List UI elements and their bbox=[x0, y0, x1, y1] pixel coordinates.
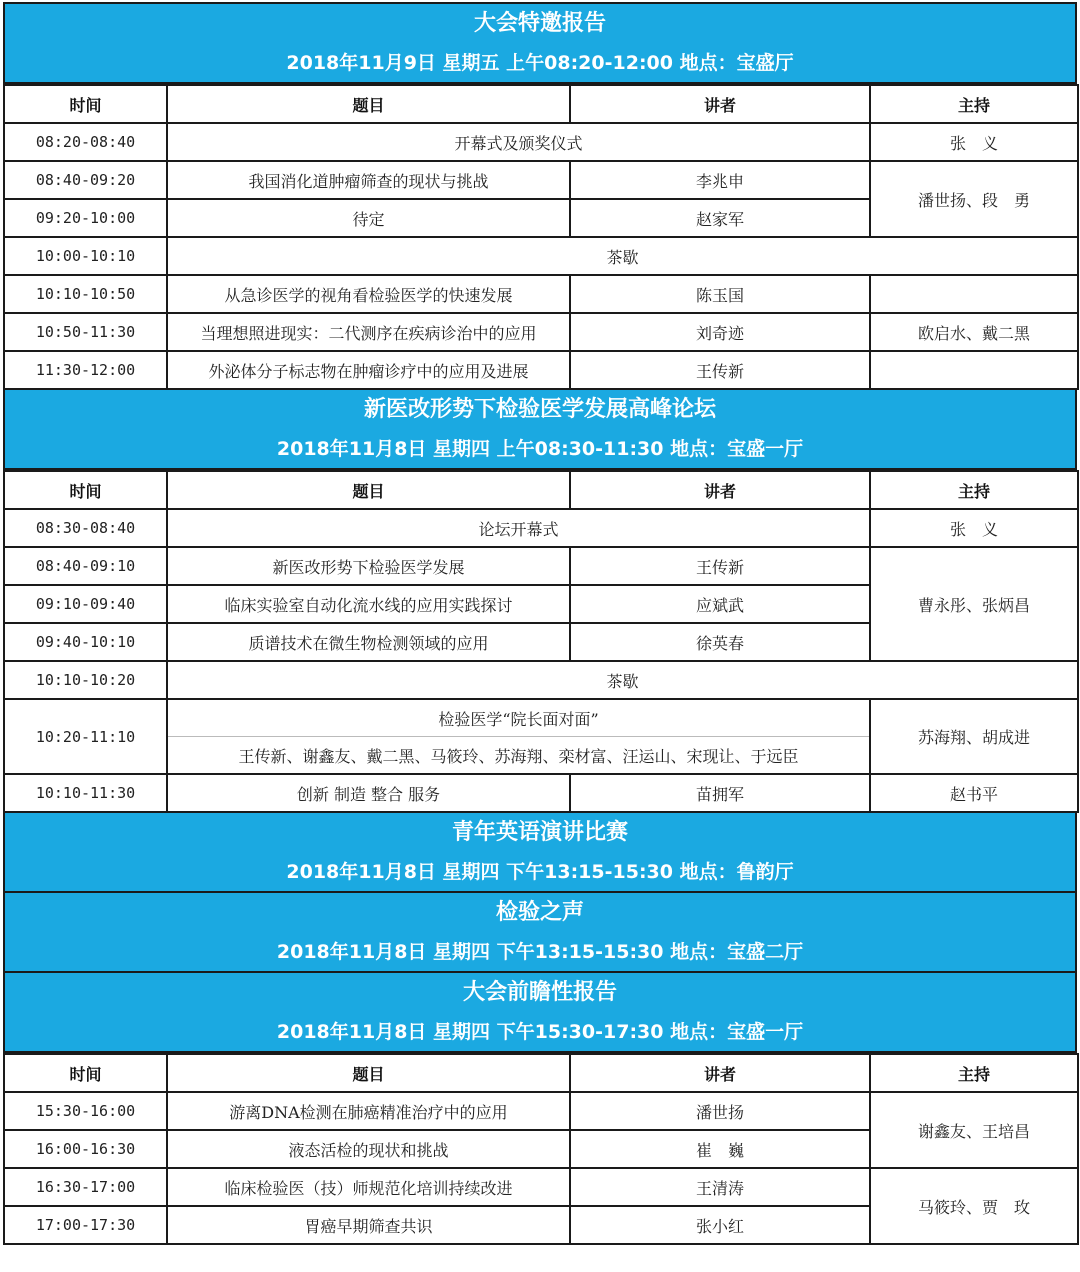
header-topic: 题目 bbox=[167, 85, 570, 123]
schedule-table bbox=[3, 470, 1079, 813]
time-cell: 16:00-16:30 bbox=[4, 1130, 167, 1168]
topic-cell: 游离DNA检测在肺癌精准治疗中的应用 bbox=[167, 1092, 570, 1130]
host-cell: 马筱玲、贾 玫 bbox=[870, 1168, 1078, 1244]
speaker-cell: 陈玉国 bbox=[570, 275, 870, 313]
schedule-table bbox=[3, 84, 1079, 390]
schedule-table bbox=[3, 1053, 1079, 1245]
speaker-cell: 应斌武 bbox=[570, 585, 870, 623]
time-cell: 11:30-12:00 bbox=[4, 351, 167, 389]
topic-cell: 临床实验室自动化流水线的应用实践探讨 bbox=[167, 585, 570, 623]
time-cell: 10:00-10:10 bbox=[4, 237, 167, 275]
topic-cell: 创新 制造 整合 服务 bbox=[167, 774, 570, 812]
table-row bbox=[4, 1092, 1078, 1130]
speaker-cell: 王清涛 bbox=[570, 1168, 870, 1206]
section-title: 检验之声 bbox=[495, 900, 584, 925]
section-banner bbox=[3, 973, 1077, 1053]
section-info: 2018年11月8日 星期四 下午15:30-17:30 地点：宝盛一厅 bbox=[276, 1021, 804, 1043]
table-header-row bbox=[4, 1054, 1078, 1092]
time-cell: 08:40-09:10 bbox=[4, 547, 167, 585]
host-cell: 张 义 bbox=[870, 509, 1078, 547]
speaker-cell: 刘奇迹 bbox=[570, 313, 870, 351]
speaker-cell: 崔 巍 bbox=[570, 1130, 870, 1168]
section-title: 青年英语演讲比赛 bbox=[451, 820, 628, 845]
speaker-cell: 潘世扬 bbox=[570, 1092, 870, 1130]
topic-cell: 外泌体分子标志物在肿瘤诊疗中的应用及进展 bbox=[167, 351, 570, 389]
time-cell: 10:10-10:20 bbox=[4, 661, 167, 699]
table-row bbox=[4, 774, 1078, 812]
header-speaker: 讲者 bbox=[570, 1054, 870, 1092]
host-cell: 苏海翔、胡成进 bbox=[870, 699, 1078, 774]
section-title: 新医改形势下检验医学发展高峰论坛 bbox=[363, 397, 716, 422]
time-cell: 08:30-08:40 bbox=[4, 509, 167, 547]
topic-cell: 开幕式及颁奖仪式 bbox=[167, 123, 870, 161]
table-row bbox=[4, 509, 1078, 547]
time-cell: 09:20-10:00 bbox=[4, 199, 167, 237]
host-cell bbox=[870, 351, 1078, 389]
table-row bbox=[4, 661, 1078, 699]
time-cell: 10:10-11:30 bbox=[4, 774, 167, 812]
header-host: 主持 bbox=[870, 85, 1078, 123]
speaker-cell: 苗拥军 bbox=[570, 774, 870, 812]
header-topic: 题目 bbox=[167, 1054, 570, 1092]
section-banner bbox=[3, 813, 1077, 893]
topic-cell: 胃癌早期筛查共识 bbox=[167, 1206, 570, 1244]
header-time: 时间 bbox=[4, 1054, 167, 1092]
host-cell: 赵书平 bbox=[870, 774, 1078, 812]
speaker-cell: 赵家军 bbox=[570, 199, 870, 237]
panel-cell: 王传新、谢鑫友、戴二黑、马筱玲、苏海翔、栾材富、汪运山、宋现让、于远臣 bbox=[167, 737, 870, 775]
table-row bbox=[4, 1168, 1078, 1206]
table-row bbox=[4, 275, 1078, 313]
host-cell: 谢鑫友、王培昌 bbox=[870, 1092, 1078, 1168]
speaker-cell: 王传新 bbox=[570, 351, 870, 389]
time-cell: 08:40-09:20 bbox=[4, 161, 167, 199]
time-cell: 10:50-11:30 bbox=[4, 313, 167, 351]
section-info: 2018年11月8日 星期四 下午13:15-15:30 地点：宝盛二厅 bbox=[276, 941, 804, 963]
time-cell: 17:00-17:30 bbox=[4, 1206, 167, 1244]
host-cell: 潘世扬、段 勇 bbox=[870, 161, 1078, 237]
time-cell: 10:20-11:10 bbox=[4, 699, 167, 774]
time-cell: 08:20-08:40 bbox=[4, 123, 167, 161]
schedule bbox=[3, 2, 1077, 1245]
header-speaker: 讲者 bbox=[570, 471, 870, 509]
section-title: 大会前瞻性报告 bbox=[462, 980, 617, 1005]
header-topic: 题目 bbox=[167, 471, 570, 509]
header-host: 主持 bbox=[870, 1054, 1078, 1092]
speaker-cell: 徐英春 bbox=[570, 623, 870, 661]
table-header-row bbox=[4, 471, 1078, 509]
host-cell: 曹永彤、张炳昌 bbox=[870, 547, 1078, 661]
time-cell: 09:10-09:40 bbox=[4, 585, 167, 623]
topic-cell: 我国消化道肿瘤筛查的现状与挑战 bbox=[167, 161, 570, 199]
speaker-cell: 王传新 bbox=[570, 547, 870, 585]
speaker-cell: 张小红 bbox=[570, 1206, 870, 1244]
host-cell bbox=[870, 275, 1078, 313]
topic-cell: 检验医学“院长面对面” bbox=[167, 699, 870, 737]
topic-cell: 质谱技术在微生物检测领域的应用 bbox=[167, 623, 570, 661]
table-row bbox=[4, 123, 1078, 161]
topic-cell: 待定 bbox=[167, 199, 570, 237]
header-time: 时间 bbox=[4, 471, 167, 509]
section-info: 2018年11月8日 星期四 上午08:30-11:30 地点：宝盛一厅 bbox=[276, 438, 804, 460]
header-speaker: 讲者 bbox=[570, 85, 870, 123]
time-cell: 09:40-10:10 bbox=[4, 623, 167, 661]
table-row bbox=[4, 547, 1078, 585]
topic-cell: 从急诊医学的视角看检验医学的快速发展 bbox=[167, 275, 570, 313]
section-info: 2018年11月8日 星期四 下午13:15-15:30 地点：鲁韵厅 bbox=[286, 861, 794, 883]
break-cell: 茶歇 bbox=[167, 237, 1078, 275]
topic-cell: 临床检验医（技）师规范化培训持续改进 bbox=[167, 1168, 570, 1206]
header-time: 时间 bbox=[4, 85, 167, 123]
section-info: 2018年11月9日 星期五 上午08:20-12:00 地点：宝盛厅 bbox=[286, 52, 794, 74]
topic-cell: 论坛开幕式 bbox=[167, 509, 870, 547]
section-banner bbox=[3, 893, 1077, 973]
host-cell: 张 义 bbox=[870, 123, 1078, 161]
table-row bbox=[4, 237, 1078, 275]
topic-cell: 新医改形势下检验医学发展 bbox=[167, 547, 570, 585]
break-cell: 茶歇 bbox=[167, 661, 1078, 699]
topic-cell: 液态活检的现状和挑战 bbox=[167, 1130, 570, 1168]
host-cell: 欧启水、戴二黑 bbox=[870, 313, 1078, 351]
time-cell: 15:30-16:00 bbox=[4, 1092, 167, 1130]
table-row bbox=[4, 161, 1078, 199]
speaker-cell: 李兆申 bbox=[570, 161, 870, 199]
topic-cell: 当理想照进现实：二代测序在疾病诊治中的应用 bbox=[167, 313, 570, 351]
time-cell: 16:30-17:00 bbox=[4, 1168, 167, 1206]
section-banner bbox=[3, 390, 1077, 470]
section-banner bbox=[3, 2, 1077, 84]
section-title: 大会特邀报告 bbox=[473, 11, 606, 36]
time-cell: 10:10-10:50 bbox=[4, 275, 167, 313]
table-row bbox=[4, 351, 1078, 389]
table-header-row bbox=[4, 85, 1078, 123]
table-row bbox=[4, 313, 1078, 351]
header-host: 主持 bbox=[870, 471, 1078, 509]
table-row bbox=[4, 699, 1078, 737]
